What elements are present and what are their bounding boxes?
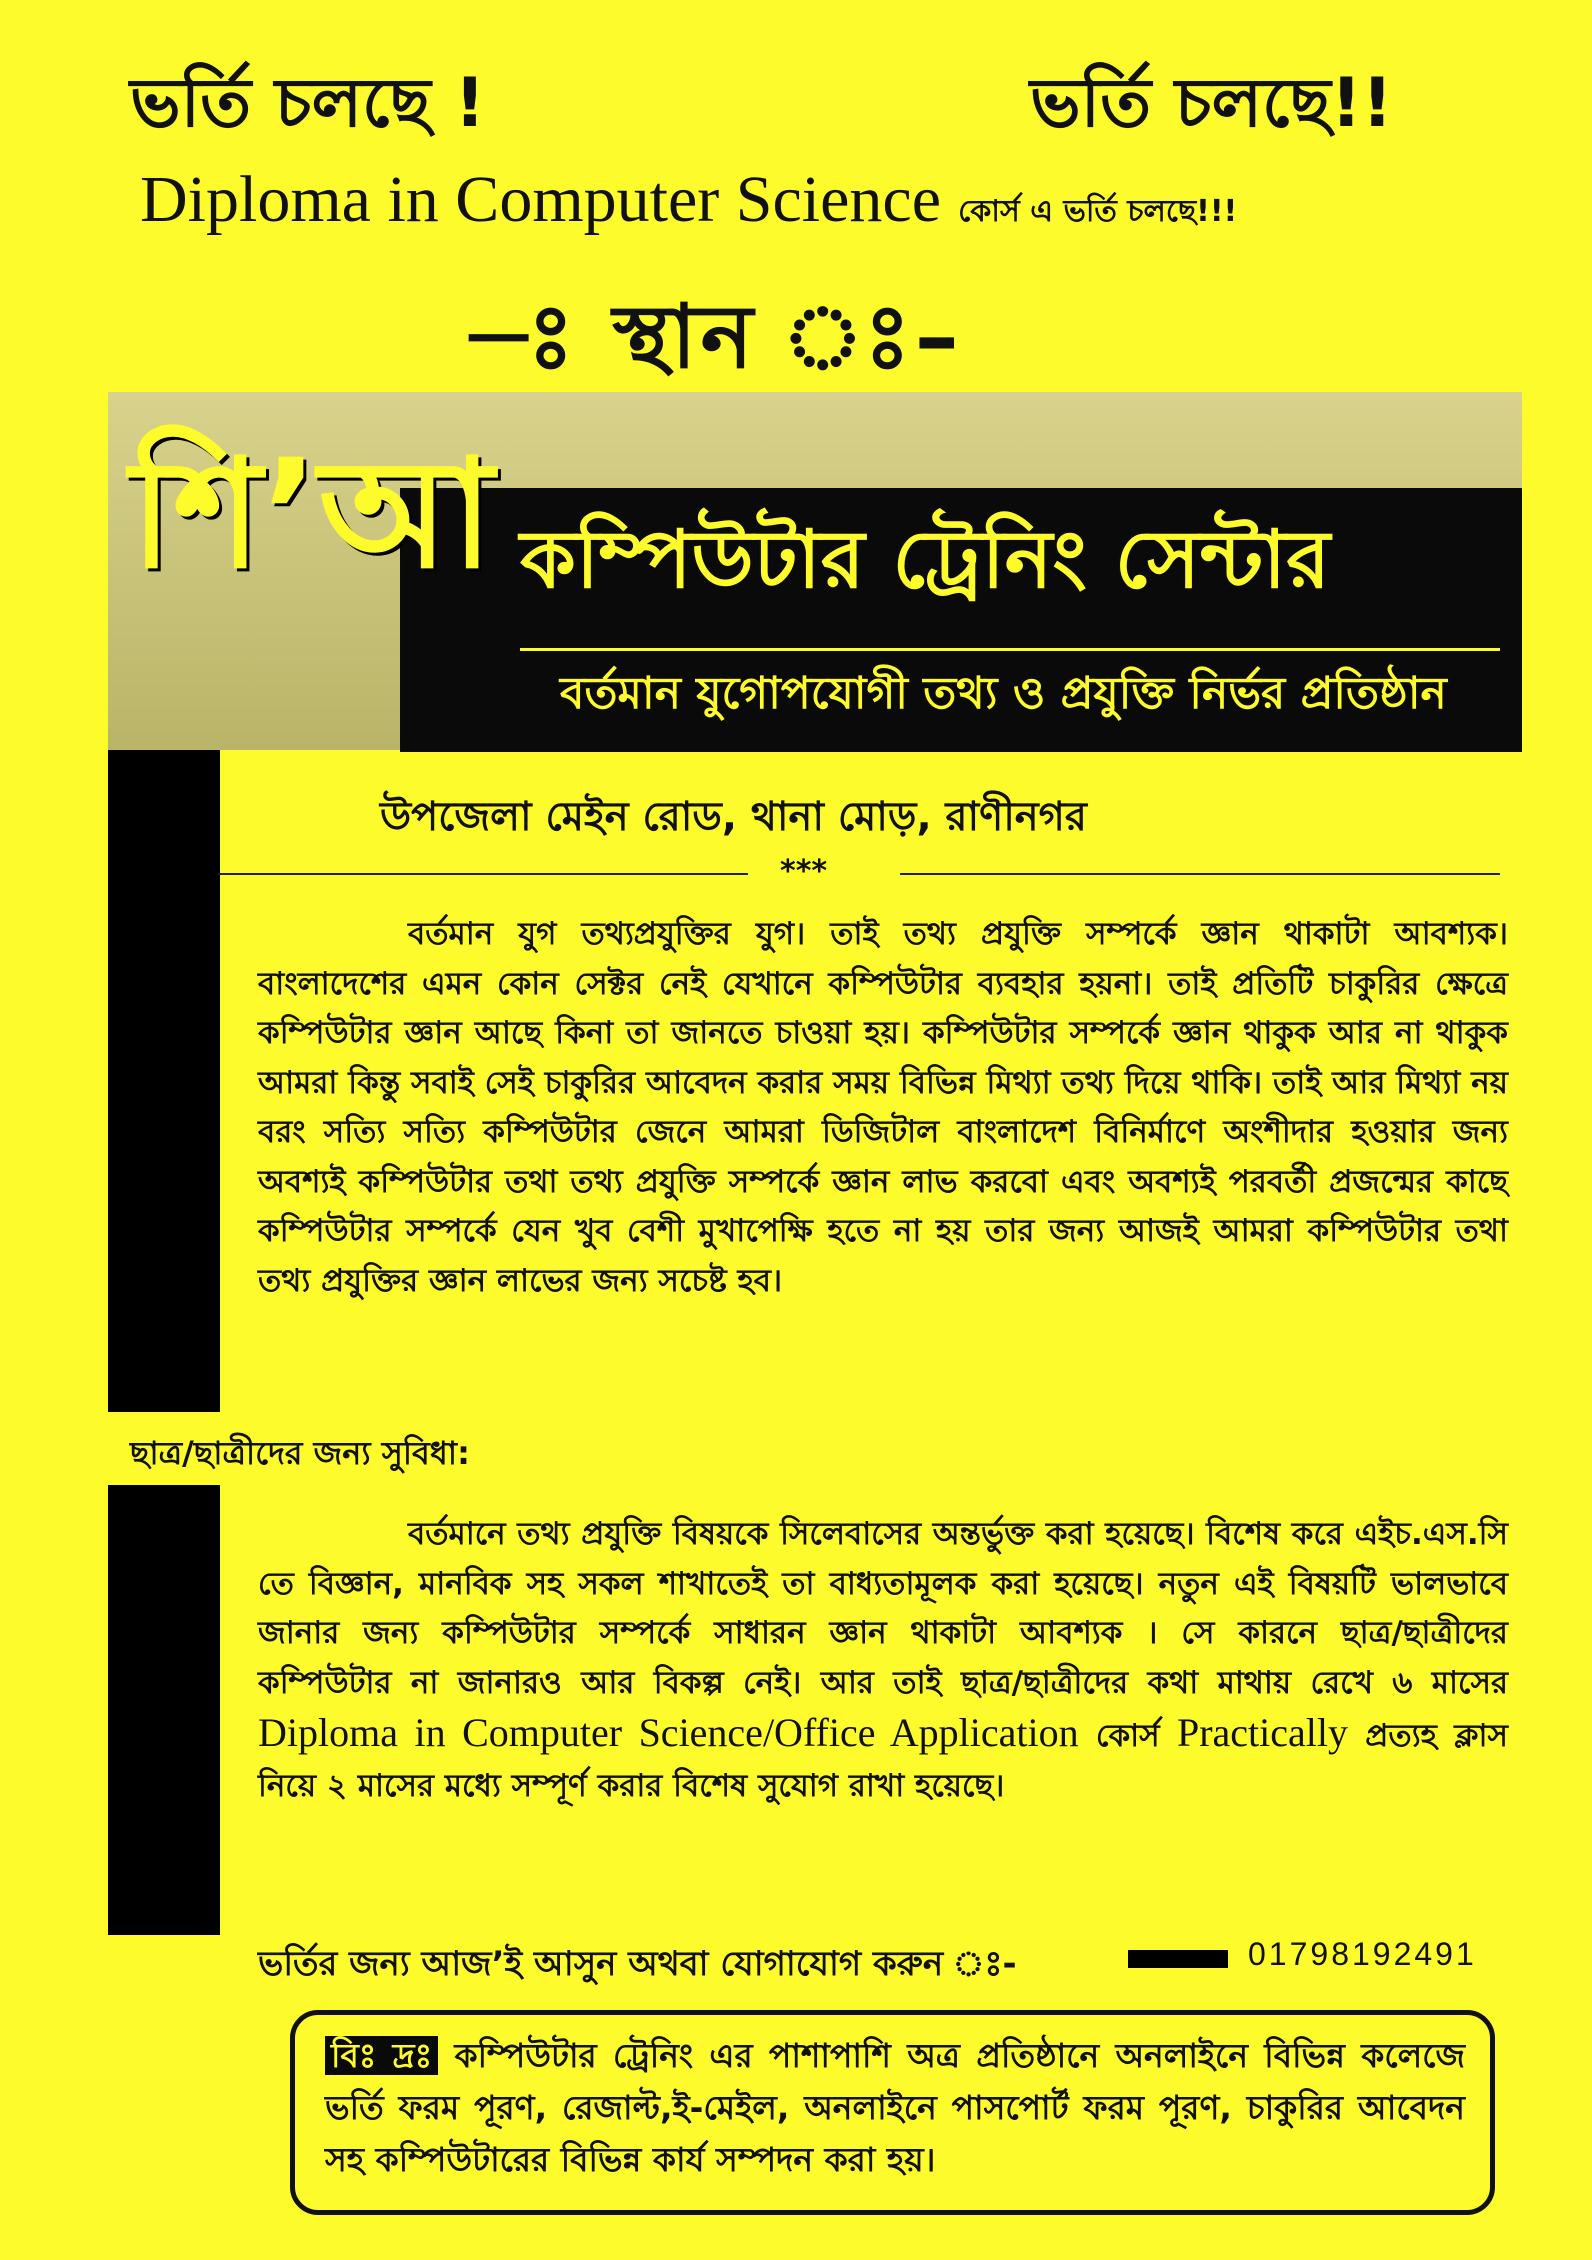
admission-heading-left: ভর্তি চলছে !	[130, 64, 486, 143]
course-name: Diploma in Computer Science	[140, 163, 941, 236]
course-line	[140, 162, 1237, 238]
center-address: উপজেলা মেইন রোড, থানা মোড়, রাণীনগর	[380, 794, 1087, 840]
student-paragraph-course: Diploma in Computer Science/Office Application	[258, 1710, 1079, 1755]
note-tag: বিঃ দ্রঃ	[325, 2036, 438, 2075]
student-paragraph-practically: Practically	[1176, 1710, 1348, 1755]
separator-rule-left	[218, 873, 748, 875]
student-paragraph-part1: বর্তমানে তথ্য প্রযুক্তি বিষয়কে সিলেবাসের অন্তর্ভুক্ত করা হয়েছে। বিশেষ করে এইচ.এস.সি তে বিজ্ঞান, মানবিক সহ সকল শাখাতেই তা বাধ্যতামূলক করা হয়েছে। নতুন এই বিষয়টি ভালভাবে জানার জন্য কম্পিউটার সম্পর্কে সাধারন জ্ঞান থাকাটা আবশ্যক । সে কারনে ছাত্র/ছাত্রীদের কম্পিউটার না জানারও আর বিকল্প নেই। আর তাই ছাত্র/ছাত্রীদের কথা মাথায় রেখে ৬ মাসের	[258, 1516, 1508, 1701]
contact-divider-bar	[1128, 1950, 1228, 1968]
location-label: –ঃ স্থান ঃ–	[470, 285, 963, 388]
contact-label: ভর্তির জন্য আজ’ই আসুন অথবা যোগাযোগ করুন ঃ-	[258, 1944, 1017, 1984]
center-name: কম্পিউটার ট্রেনিং সেন্টার	[520, 513, 1331, 606]
intro-paragraph: বর্তমান যুগ তথ্যপ্রযুক্তির যুগ। তাই তথ্য প্রযুক্তি সম্পর্কে জ্ঞান থাকাটা আবশ্যক। বাংলাদেশের এমন কোন সেক্টর নেই যেখানে কম্পিউটার ব্যবহার হয়না। তাই প্রতিটি চাকুরির ক্ষেত্রে কম্পিউটার জ্ঞান আছে কিনা তা জানতে চাওয়া হয়। কম্পিউটার সম্পর্কে জ্ঞান থাকুক আর না থাকুক আমরা কিন্তু সবাই সেই চাকুরির আবেদন করার সময় বিভিন্ন মিথ্যা তথ্য দিয়ে থাকি। তাই আর মিথ্যা নয় বরং সত্যি সত্যি কম্পিউটার জেনে আমরা ডিজিটাল বাংলাদেশ বিনির্মাণে অংশীদার হওয়ার জন্য অবশ্যই কম্পিউটার তথা তথ্য প্রযুক্তি সম্পর্কে জ্ঞান লাভ করবো এবং অবশ্যই পরবর্তী প্রজন্মের কাছে কম্পিউটার সম্পর্কে যেন খুব বেশী মুখাপেক্ষি হতে না হয় তার জন্য আজই আমরা কম্পিউটার তথা তথ্য প্রযুক্তির জ্ঞান লাভের জন্য সচেষ্ট হব।	[258, 916, 1508, 1299]
course-suffix: কোর্স এ ভর্তি চলছে!!!	[958, 194, 1238, 229]
student-paragraph-part2: কোর্স	[1095, 1718, 1160, 1754]
student-benefits-heading: ছাত্র/ছাত্রীদের জন্য সুবিধা:	[130, 1434, 470, 1472]
student-paragraph	[258, 1510, 1508, 1811]
separator-stars: ***	[780, 854, 828, 889]
student-paragraph-part3: প্রত্যহ ক্লাস নিয়ে ২ মাসের মধ্যে সম্পূর্ণ করার বিশেষ সুযোগ রাখা হয়েছে।	[258, 1718, 1508, 1804]
left-black-bar-bottom	[108, 1485, 220, 1935]
contact-phone: 01798192491	[1248, 1936, 1477, 1972]
admission-heading-right: ভর্তি চলছে!!	[1030, 64, 1393, 143]
separator-rule-right	[900, 873, 1500, 875]
center-tagline: বর্তমান যুগোপযোগী তথ্য ও প্রযুক্তি নির্ভর প্রতিষ্ঠান	[560, 668, 1447, 719]
center-logo-text: শি’আ	[130, 428, 494, 602]
note-body: কম্পিউটার ট্রেনিং এর পাশাপাশি অত্র প্রতিষ্ঠানে অনলাইনে বিভিন্ন কলেজে ভর্তি ফরম পূরণ, রেজাল্ট,ই-মেইল, অনলাইনে পাসপোর্ট ফরম পূরণ, চাকুরির আবেদন সহ কম্পিউটারের বিভিন্ন কার্য সম্পদন করা হয়।	[325, 2036, 1465, 2179]
note-text	[325, 2030, 1465, 2186]
